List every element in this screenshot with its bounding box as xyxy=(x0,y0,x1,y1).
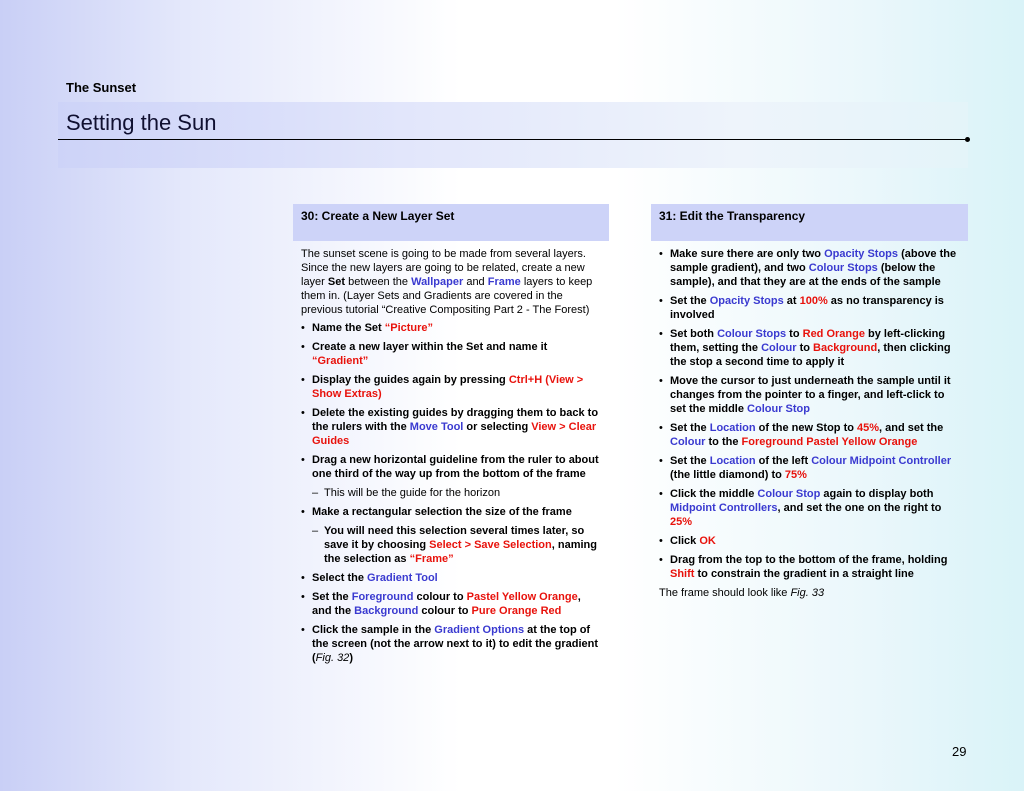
item-text: Set the xyxy=(670,422,710,434)
item-text: ) xyxy=(349,652,353,664)
item-highlight: View > Clear Guides xyxy=(312,421,597,447)
item-text: to xyxy=(796,342,814,354)
list-item xyxy=(659,534,960,548)
item-highlight: Background xyxy=(354,605,419,617)
item-highlight: Move Tool xyxy=(409,421,464,433)
list-item xyxy=(659,553,960,581)
item-text: , and set the one on the right to xyxy=(777,502,942,514)
item-text: You will need this selection several times later, so save it by choosing xyxy=(324,525,585,551)
item-highlight: Colour Midpoint Controller xyxy=(811,455,952,467)
figure-reference: Fig. 32 xyxy=(315,652,350,664)
item-highlight: Opacity Stops xyxy=(709,295,784,307)
list-item xyxy=(301,505,601,519)
intro-frame: Frame xyxy=(487,276,521,288)
list-item xyxy=(301,321,601,335)
title-rule xyxy=(58,139,968,140)
intro-text: between the xyxy=(345,276,412,288)
item-highlight: “Gradient” xyxy=(312,355,369,367)
item-highlight: Background xyxy=(813,342,878,354)
list-item xyxy=(301,590,601,618)
item-text: Set both xyxy=(670,328,718,340)
item-text: of the new Stop to xyxy=(755,422,858,434)
step-31-body xyxy=(651,241,968,600)
item-highlight: Ctrl+H (View > Show Extras) xyxy=(312,374,584,400)
item-highlight: Select > Save Selection xyxy=(429,539,552,551)
intro-wallpaper: Wallpaper xyxy=(411,276,464,288)
step-30-body xyxy=(293,241,609,665)
item-highlight: Foreground xyxy=(351,591,414,603)
item-highlight: Colour Stops xyxy=(717,328,787,340)
item-highlight: Opacity Stops xyxy=(824,248,899,260)
item-highlight: Red Orange xyxy=(802,328,865,340)
item-highlight: 25% xyxy=(670,516,693,528)
item-highlight: 45% xyxy=(857,422,880,434)
item-highlight: Gradient Tool xyxy=(367,572,438,584)
item-text: , naming the selection as xyxy=(324,539,597,565)
item-text: Drag from the top to the bottom of the frame, holding xyxy=(670,554,948,566)
sub-list-item xyxy=(301,524,601,566)
page-number: 29 xyxy=(952,744,967,759)
item-text: as no transparency is involved xyxy=(670,295,944,321)
closing-text: The frame should look like xyxy=(659,587,791,599)
item-text: Create a new layer within the Set and name it xyxy=(312,341,548,353)
list-item xyxy=(301,340,601,368)
item-text: again to display both xyxy=(820,488,934,500)
item-text: Name the Set xyxy=(312,322,385,334)
intro-set: Set xyxy=(327,276,346,288)
item-highlight: Shift xyxy=(670,568,695,580)
item-text: Click the sample in the xyxy=(312,624,435,636)
item-highlight: Colour Stop xyxy=(747,403,810,415)
item-highlight: OK xyxy=(699,535,716,547)
list-item xyxy=(301,373,601,401)
item-text: Make a rectangular selection the size of the frame xyxy=(312,506,572,518)
section-label: The Sunset xyxy=(66,80,137,95)
list-item xyxy=(301,571,601,585)
list-item xyxy=(659,294,960,322)
item-highlight: Colour Stops xyxy=(808,262,878,274)
item-text: (above the sample gradient), and two xyxy=(670,248,957,274)
item-text: to the xyxy=(705,436,742,448)
item-highlight: 100% xyxy=(799,295,828,307)
item-highlight: Colour xyxy=(761,342,797,354)
intro-text: layers to keep them in. (Layer Sets and Gradients are covered in the previous tutorial “Creative Compositing Part 2 - The Forest) xyxy=(301,276,593,316)
item-highlight: Midpoint Controllers xyxy=(670,502,778,514)
item-text: , then clicking the stop a second time to apply it xyxy=(670,342,951,368)
step-30-heading: 30: Create a New Layer Set xyxy=(293,204,609,241)
item-text: colour to xyxy=(418,605,472,617)
item-text: to xyxy=(786,328,803,340)
item-text: Delete the existing guides by dragging them to back to the rulers with the xyxy=(312,407,599,433)
item-highlight: Foreground Pastel Yellow Orange xyxy=(741,436,918,448)
step-31-list xyxy=(659,247,960,581)
intro-text: The sunset scene is going to be made from several layers. Since the new layers are going to be related, create a new layer xyxy=(301,248,586,288)
item-text: colour to xyxy=(413,591,467,603)
list-item xyxy=(659,487,960,529)
step-30-column xyxy=(293,204,609,670)
item-text: Select the xyxy=(312,572,368,584)
item-highlight: Colour xyxy=(670,436,706,448)
item-text: Set the xyxy=(670,455,710,467)
list-item xyxy=(301,453,601,481)
item-text: Set the xyxy=(670,295,710,307)
item-highlight: Location xyxy=(709,455,756,467)
item-text: This will be the guide for the horizon xyxy=(324,487,501,499)
list-item xyxy=(659,327,960,369)
item-highlight: 75% xyxy=(784,469,807,481)
item-text: or selecting xyxy=(463,421,532,433)
list-item xyxy=(659,247,960,289)
step-31-heading: 31: Edit the Transparency xyxy=(651,204,968,241)
item-text: Click xyxy=(670,535,700,547)
item-text: at xyxy=(783,295,800,307)
item-text: (below the sample), and that they are at the ends of the sample xyxy=(670,262,941,288)
item-highlight: Pastel Yellow Orange xyxy=(466,591,578,603)
item-highlight: “Picture” xyxy=(384,322,434,334)
step-30-intro xyxy=(301,247,601,317)
item-text: (the little diamond) to xyxy=(670,469,785,481)
item-text: Move the cursor to just underneath the sample until it changes from the pointer to a finger, and left-click to set the middle xyxy=(670,375,951,415)
item-highlight: Pure Orange Red xyxy=(471,605,562,617)
item-text: by left-clicking them, setting the xyxy=(670,328,946,354)
list-item xyxy=(301,406,601,448)
item-highlight: “Frame” xyxy=(409,553,454,565)
list-item xyxy=(659,454,960,482)
list-item xyxy=(659,421,960,449)
title-rule-dot xyxy=(965,137,970,142)
step-30-list xyxy=(301,321,601,665)
step-31-closing xyxy=(659,586,960,600)
list-item xyxy=(659,374,960,416)
item-text: , and the xyxy=(312,591,581,617)
figure-reference: Fig. 33 xyxy=(790,587,825,599)
sub-list-item xyxy=(301,486,601,500)
item-text: Set the xyxy=(312,591,352,603)
item-highlight: Colour Stop xyxy=(757,488,821,500)
list-item xyxy=(301,623,601,665)
item-text: to constrain the gradient in a straight line xyxy=(694,568,914,580)
item-text: , and set the xyxy=(879,422,944,434)
step-31-column xyxy=(651,204,968,604)
item-text: Display the guides again by pressing xyxy=(312,374,509,386)
page-title: Setting the Sun xyxy=(66,110,217,135)
item-text: at the top of the screen (not the arrow next to it) to edit the gradient ( xyxy=(312,624,599,664)
intro-text: and xyxy=(463,276,488,288)
item-text: Drag a new horizontal guideline from the ruler to about one third of the way up from the bottom of the frame xyxy=(312,454,599,480)
item-highlight: Location xyxy=(709,422,756,434)
item-text: Make sure there are only two xyxy=(670,248,825,260)
item-highlight: Gradient Options xyxy=(434,624,525,636)
item-text: of the left xyxy=(755,455,812,467)
item-text: Click the middle xyxy=(670,488,758,500)
